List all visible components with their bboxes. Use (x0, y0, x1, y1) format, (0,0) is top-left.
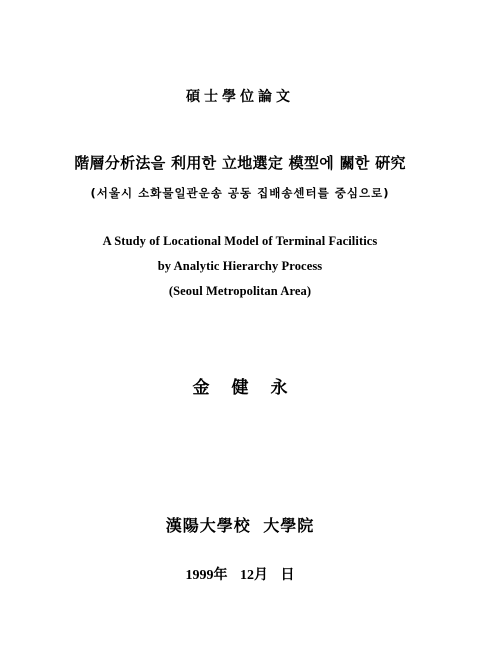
author-name: 金健永 (192, 378, 310, 398)
english-title-line-2: by Analytic Hierarchy Process (157, 259, 323, 273)
korean-subtitle: (서울시 소화물일관운송 공동 집배송센터를 중심으로) (90, 186, 390, 200)
korean-title: 階層分析法을 利用한 立地選定 模型에 關한 硏究 (74, 154, 406, 172)
university-name: 漢陽大學校 大學院 (165, 516, 315, 535)
degree-label: 碩士學位論文 (186, 89, 294, 105)
english-title-line-3: (Seoul Metropolitan Area) (168, 284, 312, 298)
english-title-line-1: A Study of Locational Model of Terminal Facilitics (102, 234, 378, 248)
submission-date: 1999年 12月 日 (185, 568, 295, 583)
